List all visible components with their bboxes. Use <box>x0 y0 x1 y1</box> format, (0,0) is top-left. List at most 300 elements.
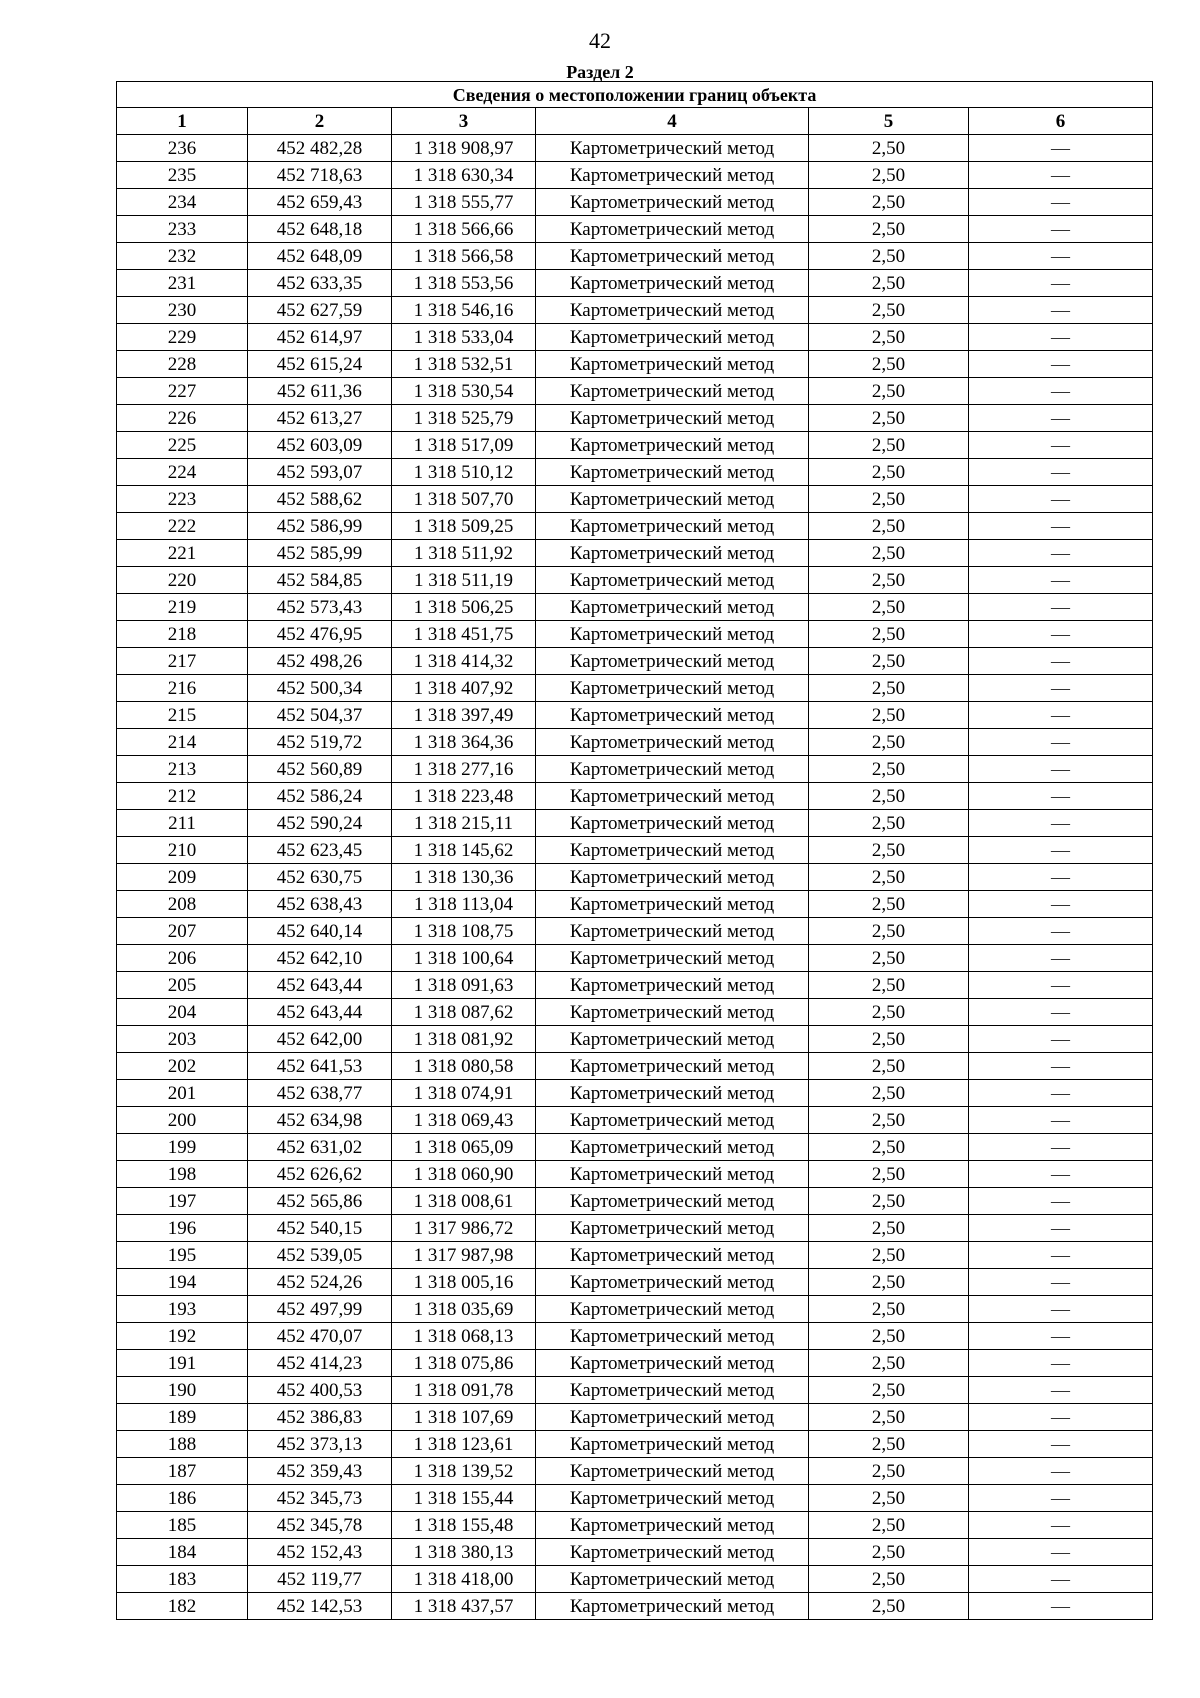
table-row <box>117 621 1153 648</box>
y-coordinate-cell: 1 318 074,91 <box>392 1080 536 1107</box>
table-row <box>117 243 1153 270</box>
table-row <box>117 1080 1153 1107</box>
point-number-cell: 221 <box>117 540 248 567</box>
table-row <box>117 162 1153 189</box>
column-header-row <box>117 108 1153 135</box>
method-cell: Картометрический метод <box>536 1539 809 1566</box>
description-cell: — <box>969 1458 1153 1485</box>
point-number-cell: 208 <box>117 891 248 918</box>
method-cell: Картометрический метод <box>536 945 809 972</box>
table-row <box>117 891 1153 918</box>
point-number-cell: 232 <box>117 243 248 270</box>
point-number-cell: 234 <box>117 189 248 216</box>
point-number-cell: 211 <box>117 810 248 837</box>
method-cell: Картометрический метод <box>536 324 809 351</box>
accuracy-cell: 2,50 <box>809 1458 969 1485</box>
column-header-4: 4 <box>536 108 809 135</box>
description-cell: — <box>969 864 1153 891</box>
point-number-cell: 218 <box>117 621 248 648</box>
y-coordinate-cell: 1 318 507,70 <box>392 486 536 513</box>
table-row <box>117 135 1153 162</box>
table-row <box>117 1431 1153 1458</box>
method-cell: Картометрический метод <box>536 540 809 567</box>
accuracy-cell: 2,50 <box>809 945 969 972</box>
x-coordinate-cell: 452 142,53 <box>248 1593 392 1620</box>
description-cell: — <box>969 837 1153 864</box>
table-row <box>117 1323 1153 1350</box>
accuracy-cell: 2,50 <box>809 1188 969 1215</box>
method-cell: Картометрический метод <box>536 432 809 459</box>
point-number-cell: 191 <box>117 1350 248 1377</box>
accuracy-cell: 2,50 <box>809 1485 969 1512</box>
table-row <box>117 1134 1153 1161</box>
x-coordinate-cell: 452 470,07 <box>248 1323 392 1350</box>
x-coordinate-cell: 452 718,63 <box>248 162 392 189</box>
method-cell: Картометрический метод <box>536 972 809 999</box>
table-row <box>117 1539 1153 1566</box>
x-coordinate-cell: 452 540,15 <box>248 1215 392 1242</box>
description-cell: — <box>969 270 1153 297</box>
y-coordinate-cell: 1 318 908,97 <box>392 135 536 162</box>
description-cell: — <box>969 486 1153 513</box>
method-cell: Картометрический метод <box>536 1431 809 1458</box>
description-cell: — <box>969 162 1153 189</box>
x-coordinate-cell: 452 585,99 <box>248 540 392 567</box>
method-cell: Картометрический метод <box>536 567 809 594</box>
y-coordinate-cell: 1 318 437,57 <box>392 1593 536 1620</box>
description-cell: — <box>969 1080 1153 1107</box>
accuracy-cell: 2,50 <box>809 405 969 432</box>
table-row <box>117 783 1153 810</box>
description-cell: — <box>969 621 1153 648</box>
table-row <box>117 702 1153 729</box>
x-coordinate-cell: 452 626,62 <box>248 1161 392 1188</box>
description-cell: — <box>969 1323 1153 1350</box>
accuracy-cell: 2,50 <box>809 513 969 540</box>
point-number-cell: 188 <box>117 1431 248 1458</box>
method-cell: Картометрический метод <box>536 891 809 918</box>
point-number-cell: 192 <box>117 1323 248 1350</box>
method-cell: Картометрический метод <box>536 648 809 675</box>
description-cell: — <box>969 594 1153 621</box>
y-coordinate-cell: 1 318 533,04 <box>392 324 536 351</box>
description-cell: — <box>969 1242 1153 1269</box>
point-number-cell: 186 <box>117 1485 248 1512</box>
table-row <box>117 351 1153 378</box>
description-cell: — <box>969 540 1153 567</box>
table-row <box>117 297 1153 324</box>
method-cell: Картометрический метод <box>536 459 809 486</box>
x-coordinate-cell: 452 560,89 <box>248 756 392 783</box>
accuracy-cell: 2,50 <box>809 783 969 810</box>
method-cell: Картометрический метод <box>536 999 809 1026</box>
point-number-cell: 210 <box>117 837 248 864</box>
table-row <box>117 972 1153 999</box>
description-cell: — <box>969 351 1153 378</box>
x-coordinate-cell: 452 152,43 <box>248 1539 392 1566</box>
method-cell: Картометрический метод <box>536 1377 809 1404</box>
point-number-cell: 206 <box>117 945 248 972</box>
point-number-cell: 204 <box>117 999 248 1026</box>
description-cell: — <box>969 378 1153 405</box>
y-coordinate-cell: 1 318 005,16 <box>392 1269 536 1296</box>
accuracy-cell: 2,50 <box>809 1134 969 1161</box>
point-number-cell: 193 <box>117 1296 248 1323</box>
x-coordinate-cell: 452 643,44 <box>248 972 392 999</box>
description-cell: — <box>969 999 1153 1026</box>
table-row <box>117 1026 1153 1053</box>
method-cell: Картометрический метод <box>536 621 809 648</box>
accuracy-cell: 2,50 <box>809 648 969 675</box>
x-coordinate-cell: 452 638,77 <box>248 1080 392 1107</box>
method-cell: Картометрический метод <box>536 1458 809 1485</box>
method-cell: Картометрический метод <box>536 270 809 297</box>
accuracy-cell: 2,50 <box>809 729 969 756</box>
table-row <box>117 729 1153 756</box>
point-number-cell: 220 <box>117 567 248 594</box>
point-number-cell: 190 <box>117 1377 248 1404</box>
description-cell: — <box>969 405 1153 432</box>
table-row <box>117 432 1153 459</box>
x-coordinate-cell: 452 504,37 <box>248 702 392 729</box>
accuracy-cell: 2,50 <box>809 324 969 351</box>
table-row <box>117 1593 1153 1620</box>
x-coordinate-cell: 452 642,10 <box>248 945 392 972</box>
method-cell: Картометрический метод <box>536 702 809 729</box>
description-cell: — <box>969 891 1153 918</box>
description-cell: — <box>969 1215 1153 1242</box>
accuracy-cell: 2,50 <box>809 1377 969 1404</box>
x-coordinate-cell: 452 524,26 <box>248 1269 392 1296</box>
method-cell: Картометрический метод <box>536 837 809 864</box>
description-cell: — <box>969 567 1153 594</box>
method-cell: Картометрический метод <box>536 1107 809 1134</box>
point-number-cell: 228 <box>117 351 248 378</box>
point-number-cell: 195 <box>117 1242 248 1269</box>
y-coordinate-cell: 1 318 510,12 <box>392 459 536 486</box>
y-coordinate-cell: 1 318 407,92 <box>392 675 536 702</box>
x-coordinate-cell: 452 400,53 <box>248 1377 392 1404</box>
table-row <box>117 1215 1153 1242</box>
accuracy-cell: 2,50 <box>809 1242 969 1269</box>
x-coordinate-cell: 452 500,34 <box>248 675 392 702</box>
table-row <box>117 324 1153 351</box>
method-cell: Картометрический метод <box>536 594 809 621</box>
y-coordinate-cell: 1 318 553,56 <box>392 270 536 297</box>
description-cell: — <box>969 189 1153 216</box>
table-caption: Сведения о местоположении границ объекта <box>117 82 1153 108</box>
x-coordinate-cell: 452 539,05 <box>248 1242 392 1269</box>
table-body <box>117 135 1153 1620</box>
method-cell: Картометрический метод <box>536 1404 809 1431</box>
x-coordinate-cell: 452 345,78 <box>248 1512 392 1539</box>
accuracy-cell: 2,50 <box>809 918 969 945</box>
x-coordinate-cell: 452 648,09 <box>248 243 392 270</box>
accuracy-cell: 2,50 <box>809 1512 969 1539</box>
method-cell: Картометрический метод <box>536 783 809 810</box>
point-number-cell: 187 <box>117 1458 248 1485</box>
table-row <box>117 1350 1153 1377</box>
point-number-cell: 203 <box>117 1026 248 1053</box>
description-cell: — <box>969 1485 1153 1512</box>
y-coordinate-cell: 1 318 517,09 <box>392 432 536 459</box>
y-coordinate-cell: 1 318 223,48 <box>392 783 536 810</box>
description-cell: — <box>969 1377 1153 1404</box>
description-cell: — <box>969 1296 1153 1323</box>
column-header-1: 1 <box>117 108 248 135</box>
method-cell: Картометрический метод <box>536 675 809 702</box>
table-row <box>117 1377 1153 1404</box>
y-coordinate-cell: 1 318 100,64 <box>392 945 536 972</box>
x-coordinate-cell: 452 648,18 <box>248 216 392 243</box>
x-coordinate-cell: 452 565,86 <box>248 1188 392 1215</box>
point-number-cell: 183 <box>117 1566 248 1593</box>
x-coordinate-cell: 452 640,14 <box>248 918 392 945</box>
x-coordinate-cell: 452 630,75 <box>248 864 392 891</box>
accuracy-cell: 2,50 <box>809 837 969 864</box>
method-cell: Картометрический метод <box>536 405 809 432</box>
accuracy-cell: 2,50 <box>809 1107 969 1134</box>
table-row <box>117 567 1153 594</box>
accuracy-cell: 2,50 <box>809 297 969 324</box>
x-coordinate-cell: 452 623,45 <box>248 837 392 864</box>
table-row <box>117 1188 1153 1215</box>
description-cell: — <box>969 459 1153 486</box>
y-coordinate-cell: 1 318 155,48 <box>392 1512 536 1539</box>
method-cell: Картометрический метод <box>536 1296 809 1323</box>
y-coordinate-cell: 1 318 380,13 <box>392 1539 536 1566</box>
method-cell: Картометрический метод <box>536 1134 809 1161</box>
point-number-cell: 205 <box>117 972 248 999</box>
table-row <box>117 405 1153 432</box>
method-cell: Картометрический метод <box>536 1026 809 1053</box>
point-number-cell: 199 <box>117 1134 248 1161</box>
x-coordinate-cell: 452 584,85 <box>248 567 392 594</box>
table-row <box>117 999 1153 1026</box>
accuracy-cell: 2,50 <box>809 756 969 783</box>
method-cell: Картометрический метод <box>536 351 809 378</box>
point-number-cell: 227 <box>117 378 248 405</box>
x-coordinate-cell: 452 359,43 <box>248 1458 392 1485</box>
x-coordinate-cell: 452 573,43 <box>248 594 392 621</box>
x-coordinate-cell: 452 615,24 <box>248 351 392 378</box>
point-number-cell: 198 <box>117 1161 248 1188</box>
y-coordinate-cell: 1 318 091,78 <box>392 1377 536 1404</box>
accuracy-cell: 2,50 <box>809 135 969 162</box>
description-cell: — <box>969 945 1153 972</box>
x-coordinate-cell: 452 634,98 <box>248 1107 392 1134</box>
accuracy-cell: 2,50 <box>809 378 969 405</box>
method-cell: Картометрический метод <box>536 756 809 783</box>
x-coordinate-cell: 452 482,28 <box>248 135 392 162</box>
x-coordinate-cell: 452 497,99 <box>248 1296 392 1323</box>
accuracy-cell: 2,50 <box>809 567 969 594</box>
description-cell: — <box>969 1539 1153 1566</box>
point-number-cell: 224 <box>117 459 248 486</box>
x-coordinate-cell: 452 627,59 <box>248 297 392 324</box>
x-coordinate-cell: 452 476,95 <box>248 621 392 648</box>
accuracy-cell: 2,50 <box>809 1431 969 1458</box>
point-number-cell: 219 <box>117 594 248 621</box>
method-cell: Картометрический метод <box>536 243 809 270</box>
x-coordinate-cell: 452 586,99 <box>248 513 392 540</box>
y-coordinate-cell: 1 318 075,86 <box>392 1350 536 1377</box>
table-row <box>117 459 1153 486</box>
x-coordinate-cell: 452 119,77 <box>248 1566 392 1593</box>
table-row <box>117 1242 1153 1269</box>
table-row <box>117 1458 1153 1485</box>
table-row <box>117 918 1153 945</box>
point-number-cell: 215 <box>117 702 248 729</box>
accuracy-cell: 2,50 <box>809 486 969 513</box>
accuracy-cell: 2,50 <box>809 432 969 459</box>
table-row <box>117 810 1153 837</box>
description-cell: — <box>969 243 1153 270</box>
point-number-cell: 201 <box>117 1080 248 1107</box>
y-coordinate-cell: 1 318 418,00 <box>392 1566 536 1593</box>
y-coordinate-cell: 1 318 155,44 <box>392 1485 536 1512</box>
method-cell: Картометрический метод <box>536 1323 809 1350</box>
x-coordinate-cell: 452 659,43 <box>248 189 392 216</box>
table-row <box>117 1512 1153 1539</box>
accuracy-cell: 2,50 <box>809 216 969 243</box>
method-cell: Картометрический метод <box>536 297 809 324</box>
accuracy-cell: 2,50 <box>809 1350 969 1377</box>
point-number-cell: 226 <box>117 405 248 432</box>
table-row <box>117 513 1153 540</box>
column-header-6: 6 <box>969 108 1153 135</box>
x-coordinate-cell: 452 586,24 <box>248 783 392 810</box>
method-cell: Картометрический метод <box>536 1215 809 1242</box>
x-coordinate-cell: 452 386,83 <box>248 1404 392 1431</box>
y-coordinate-cell: 1 318 113,04 <box>392 891 536 918</box>
column-header-3: 3 <box>392 108 536 135</box>
accuracy-cell: 2,50 <box>809 1404 969 1431</box>
table-row <box>117 189 1153 216</box>
y-coordinate-cell: 1 318 566,58 <box>392 243 536 270</box>
accuracy-cell: 2,50 <box>809 810 969 837</box>
description-cell: — <box>969 135 1153 162</box>
accuracy-cell: 2,50 <box>809 702 969 729</box>
method-cell: Картометрический метод <box>536 135 809 162</box>
x-coordinate-cell: 452 611,36 <box>248 378 392 405</box>
method-cell: Картометрический метод <box>536 378 809 405</box>
accuracy-cell: 2,50 <box>809 351 969 378</box>
description-cell: — <box>969 1593 1153 1620</box>
accuracy-cell: 2,50 <box>809 1161 969 1188</box>
point-number-cell: 225 <box>117 432 248 459</box>
method-cell: Картометрический метод <box>536 189 809 216</box>
table-row <box>117 216 1153 243</box>
point-number-cell: 236 <box>117 135 248 162</box>
description-cell: — <box>969 324 1153 351</box>
point-number-cell: 229 <box>117 324 248 351</box>
description-cell: — <box>969 729 1153 756</box>
method-cell: Картометрический метод <box>536 1161 809 1188</box>
description-cell: — <box>969 1026 1153 1053</box>
table-row <box>117 378 1153 405</box>
accuracy-cell: 2,50 <box>809 270 969 297</box>
y-coordinate-cell: 1 318 525,79 <box>392 405 536 432</box>
table-row <box>117 945 1153 972</box>
y-coordinate-cell: 1 318 397,49 <box>392 702 536 729</box>
y-coordinate-cell: 1 318 630,34 <box>392 162 536 189</box>
section-title: Раздел 2 <box>566 62 634 82</box>
x-coordinate-cell: 452 345,73 <box>248 1485 392 1512</box>
y-coordinate-cell: 1 318 069,43 <box>392 1107 536 1134</box>
method-cell: Картометрический метод <box>536 1512 809 1539</box>
column-header-5: 5 <box>809 108 969 135</box>
y-coordinate-cell: 1 318 451,75 <box>392 621 536 648</box>
table-row <box>117 675 1153 702</box>
method-cell: Картометрический метод <box>536 810 809 837</box>
accuracy-cell: 2,50 <box>809 1080 969 1107</box>
y-coordinate-cell: 1 318 035,69 <box>392 1296 536 1323</box>
point-number-cell: 222 <box>117 513 248 540</box>
table-row <box>117 648 1153 675</box>
accuracy-cell: 2,50 <box>809 972 969 999</box>
table-row <box>117 1485 1153 1512</box>
x-coordinate-cell: 452 588,62 <box>248 486 392 513</box>
method-cell: Картометрический метод <box>536 1188 809 1215</box>
accuracy-cell: 2,50 <box>809 1026 969 1053</box>
point-number-cell: 200 <box>117 1107 248 1134</box>
table-row <box>117 1404 1153 1431</box>
y-coordinate-cell: 1 318 107,69 <box>392 1404 536 1431</box>
x-coordinate-cell: 452 641,53 <box>248 1053 392 1080</box>
point-number-cell: 189 <box>117 1404 248 1431</box>
accuracy-cell: 2,50 <box>809 864 969 891</box>
accuracy-cell: 2,50 <box>809 1296 969 1323</box>
column-header-2: 2 <box>248 108 392 135</box>
y-coordinate-cell: 1 317 986,72 <box>392 1215 536 1242</box>
point-number-cell: 216 <box>117 675 248 702</box>
y-coordinate-cell: 1 318 511,92 <box>392 540 536 567</box>
y-coordinate-cell: 1 318 511,19 <box>392 567 536 594</box>
accuracy-cell: 2,50 <box>809 459 969 486</box>
table-row <box>117 540 1153 567</box>
y-coordinate-cell: 1 318 087,62 <box>392 999 536 1026</box>
method-cell: Картометрический метод <box>536 1566 809 1593</box>
y-coordinate-cell: 1 318 530,54 <box>392 378 536 405</box>
table-row <box>117 270 1153 297</box>
table-row <box>117 1053 1153 1080</box>
description-cell: — <box>969 1134 1153 1161</box>
y-coordinate-cell: 1 318 008,61 <box>392 1188 536 1215</box>
point-number-cell: 223 <box>117 486 248 513</box>
point-number-cell: 196 <box>117 1215 248 1242</box>
boundary-coordinates-table <box>116 81 1153 1620</box>
description-cell: — <box>969 702 1153 729</box>
description-cell: — <box>969 918 1153 945</box>
description-cell: — <box>969 648 1153 675</box>
table-row <box>117 1566 1153 1593</box>
point-number-cell: 185 <box>117 1512 248 1539</box>
x-coordinate-cell: 452 593,07 <box>248 459 392 486</box>
accuracy-cell: 2,50 <box>809 243 969 270</box>
accuracy-cell: 2,50 <box>809 675 969 702</box>
description-cell: — <box>969 675 1153 702</box>
page-number: 42 <box>589 28 611 53</box>
y-coordinate-cell: 1 318 364,36 <box>392 729 536 756</box>
method-cell: Картометрический метод <box>536 918 809 945</box>
point-number-cell: 182 <box>117 1593 248 1620</box>
x-coordinate-cell: 452 590,24 <box>248 810 392 837</box>
point-number-cell: 212 <box>117 783 248 810</box>
description-cell: — <box>969 1269 1153 1296</box>
description-cell: — <box>969 1512 1153 1539</box>
point-number-cell: 235 <box>117 162 248 189</box>
